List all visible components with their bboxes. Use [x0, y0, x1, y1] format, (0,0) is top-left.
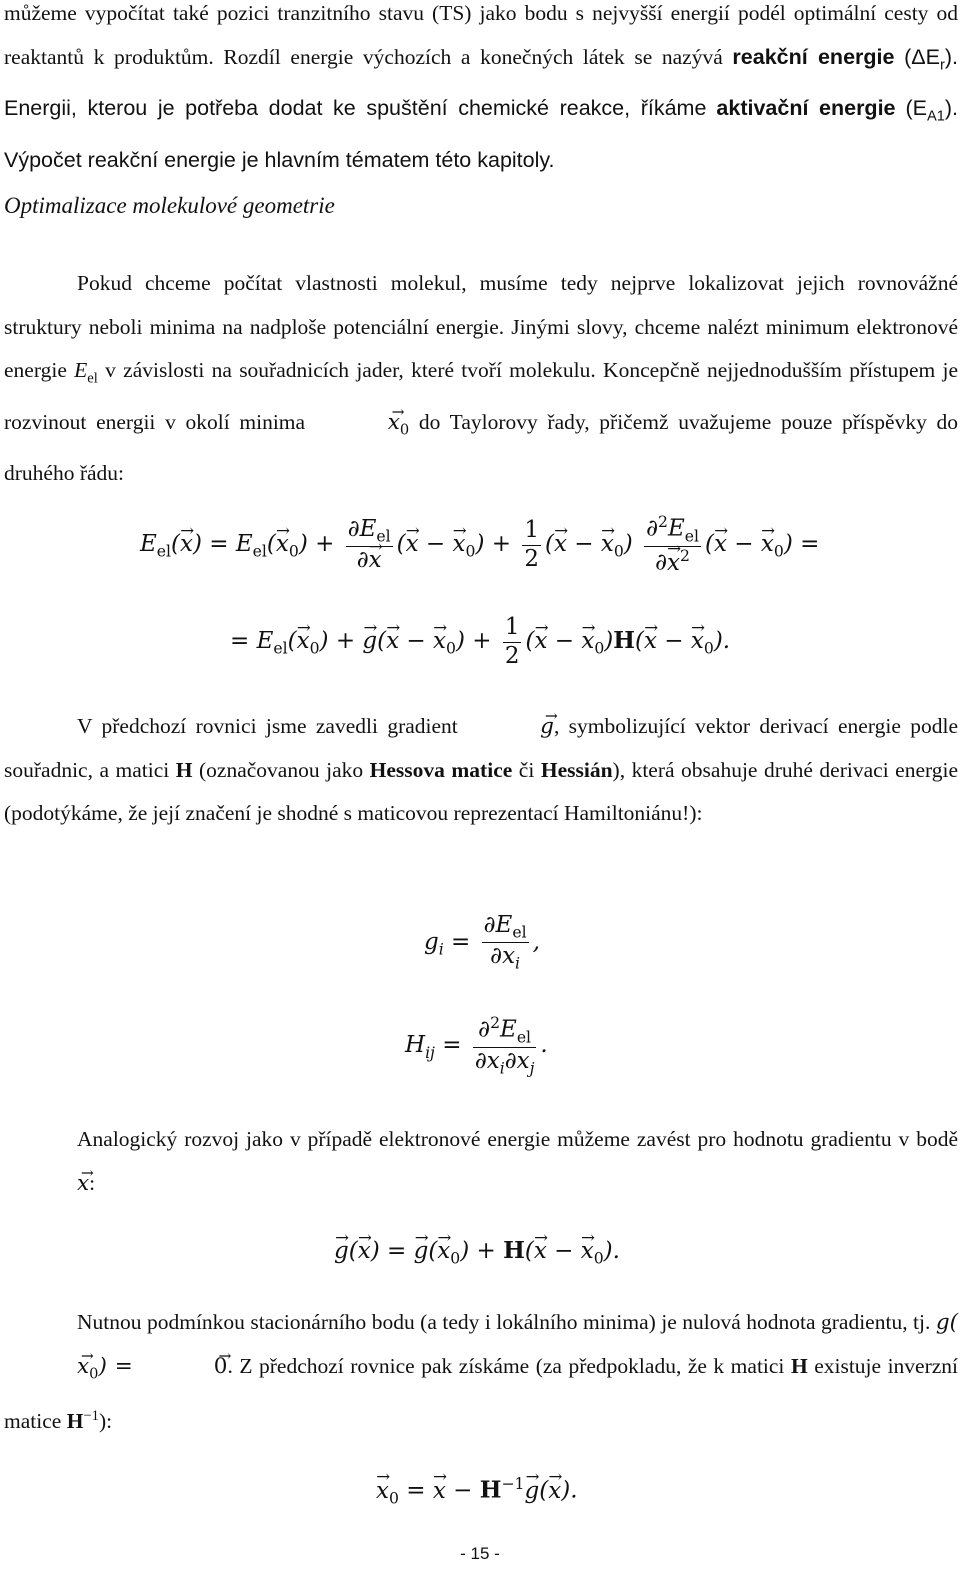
term-reaction-energy: reakční energie [732, 44, 895, 69]
symbol-x: → x [4, 1162, 89, 1206]
paragraph-optimization: Pokud chceme počítat vlastnosti molekul, musíme tedy nejprve lokalizovat jejich rovnovážné struktury neboli minima na nadploše potenciální energie. Jinými slovy, chceme nalézt minimum elektronové energie $E_{el}$ v závislosti na souřadnicích jader, které tvoří molekulu. Koncepčně nejjednodušším přístupem je rozvinout energii v okolí minima → $x_0$ do Taylorovy řady, přičemž uvažujeme pouze příspěvky do druhého řádu: [4, 262, 958, 495]
paragraph-intro [4, 0, 958, 183]
symbol-eel: $E_{el}$ [74, 358, 98, 387]
equation-zero-gradient: $g(\to x_0)$ = → 0 [4, 1310, 958, 1379]
symbol-x0: → $x_0$ [315, 410, 409, 435]
intro-mid-text: ). Energii, kterou je potřeba dodat ke spuštění chemické reakce, říkáme [4, 44, 958, 121]
equation-gradient-expansion: → g(→ x) = → $g(\to x_0) + H(\to x$ − → $x_0$). [334, 1237, 620, 1268]
symbol-H-inverse: $H^{-1}$ [66, 1408, 99, 1434]
page-number: - 15 - [460, 1544, 500, 1563]
term-hessian: Hessián [540, 757, 613, 782]
equation-gradient-component: $g_i$ = $\frac{\partial E_{el}}{\partial x_i}$ , [424, 912, 540, 973]
paragraph-gradient-hessian: V předchozí rovnici jsme zavedli gradient → g, symbolizující vektor derivací energie podle souřadnic, a matici H (označovanou jako Hessova matice či Hessián), která obsahuje druhé derivaci energie (podotýkáme, že její značení je shodné s maticovou reprezentací Hamiltoniánu!): [4, 705, 958, 836]
symbol-ea1: ($E_{A1}$ [905, 96, 945, 125]
symbol-H: H [175, 757, 193, 782]
equation-taylor-line2: = $E_{el}(\to x_0)$ + → g(→ x − → $x_0$) + $\frac{1}{2}$ (→ x − → $x_0)H(\to x$ − → $x_0$). [230, 614, 730, 670]
equation-newton-step: → $x_0$ = → $x - H^{-1}\to g(\to x)$. [376, 1474, 578, 1507]
intro-end-text: ). Výpočet reakční energie je hlavním tématem této kapitoly. [4, 96, 959, 173]
symbol-g: → g [467, 705, 554, 749]
term-hessova-matice: Hessova matice [369, 757, 513, 782]
symbol-delta-er: ($\Delta E_r$ [904, 44, 945, 73]
equation-taylor-line1: $E_{el}(\to x) = E_{el}(\to x_0)$ + $\frac{\partial E_{el}}{\partial\to x}$ (→ x − → $x_0$) + $\frac{1}{2}$ (→ x − → $x_0$) $\frac{\partial^2E_{el}}{\partial\to x^2}$ (→ x − → $x_0$) = [140, 513, 819, 577]
section-heading: Optimalizace molekulové geometrie [4, 193, 335, 218]
term-activation-energy: aktivační energie [716, 96, 896, 121]
paragraph-gradient-expansion: Analogický rozvoj jako v případě elektronové energie můžeme zavést pro hodnotu gradientu v bodě → x: [4, 1118, 958, 1205]
equation-hessian-component: $H_{ij}$ = $\frac{\partial^2E_{el}}{\partial x_i\partial x_j}$ . [405, 1013, 548, 1078]
paragraph-stationary-point: Nutnou podmínkou stacionárního bodu (a tedy i lokálního minima) je nulová hodnota gradientu, tj. $g(\to x_0)$ = → 0. Z předchozí rovnice pak získáme (za předpokladu, že k matici H existuje inverzní matice $H^{-1}$): [4, 1301, 958, 1444]
intro-text: můžeme vypočítat také pozici tranzitního stavu (TS) jako bodu s nejvyšší energií podél optimální cesty od reaktantů k produktům. Rozdíl energie výchozích a konečných látek se nazývá [4, 1, 958, 69]
